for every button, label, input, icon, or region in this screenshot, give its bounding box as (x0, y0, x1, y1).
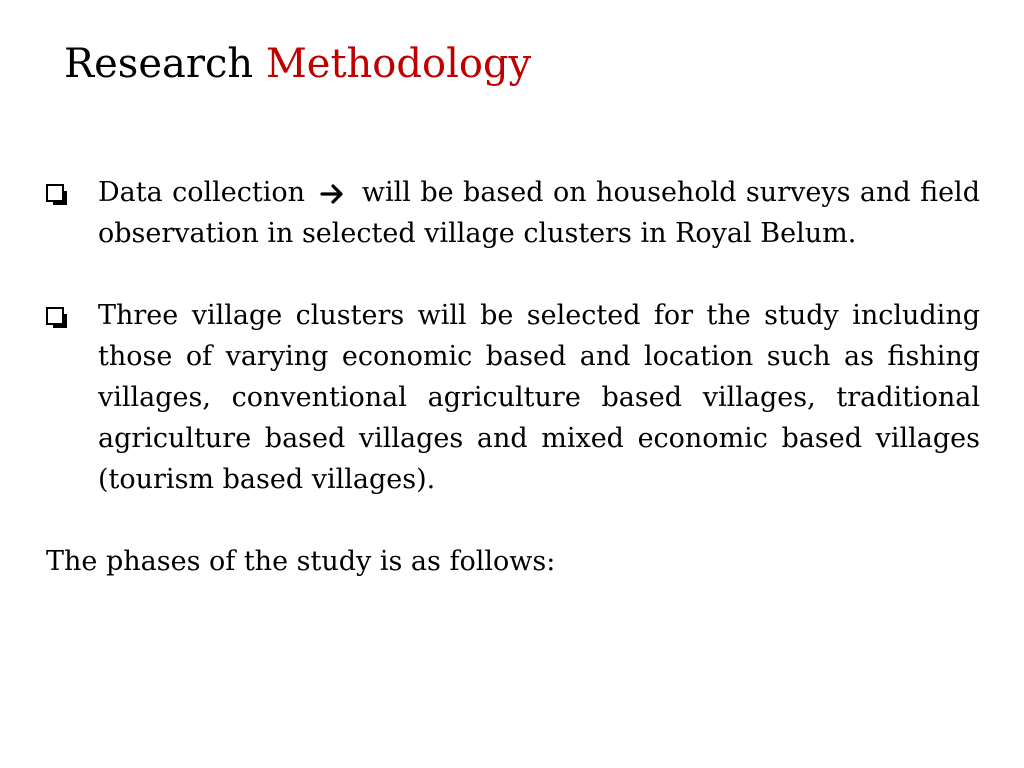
title-text: Research (64, 41, 254, 87)
bullet-lead-text: Data collection (98, 177, 306, 208)
slide-content (46, 172, 980, 582)
checkbox-square-bullet-icon (46, 184, 64, 202)
bullet-item-village-clusters (46, 295, 980, 500)
title-accent-text: Methodology (265, 41, 532, 87)
slide-title (64, 38, 531, 90)
closing-text: The phases of the study is as follows: (46, 546, 556, 577)
checkbox-square-bullet-icon (46, 307, 64, 325)
bullet-item-data-collection (46, 172, 980, 254)
bullet-text: will be based on household surveys and field observation in selected village clusters in Royal Belum. (98, 177, 980, 249)
bullet-text: Three village clusters will be selected for the study including those of varying economic based and location such as fishing villages, conventional agriculture based villages, traditional agriculture based villages and mixed economic based villages (tourism based villages). (98, 300, 980, 495)
right-arrow-icon (320, 183, 346, 205)
